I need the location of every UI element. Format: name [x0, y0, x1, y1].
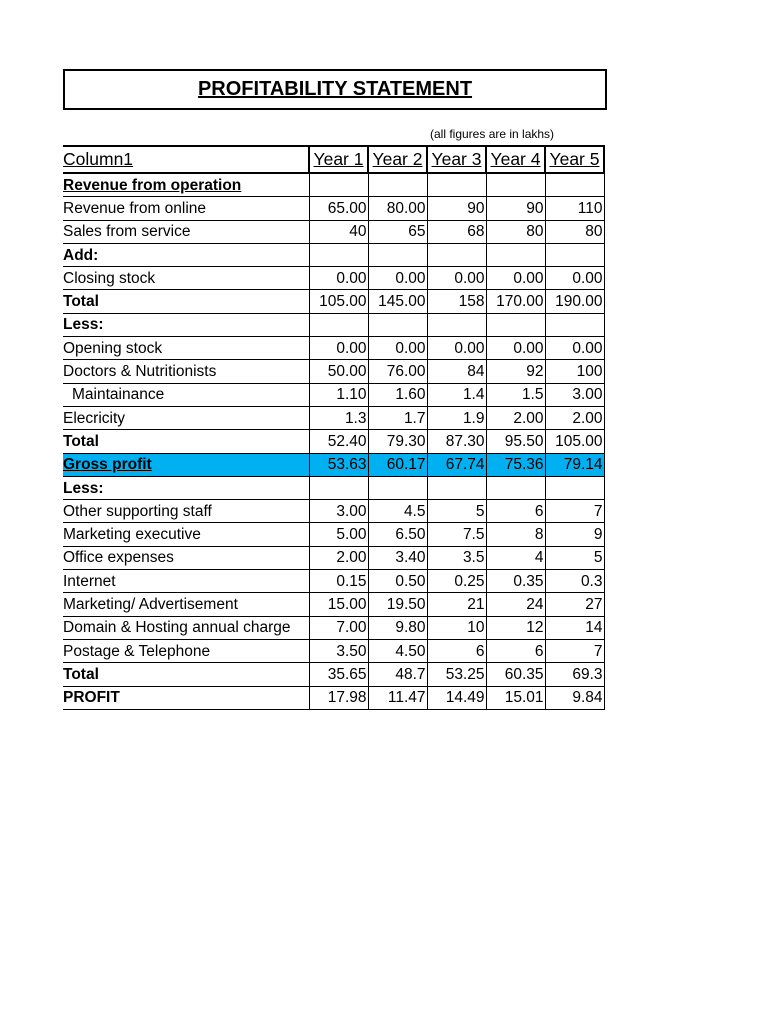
- row-label: Office expenses: [63, 546, 309, 569]
- cell-year-5: [545, 313, 604, 336]
- cell-year-2: [368, 476, 427, 499]
- row-label: Sales from service: [63, 220, 309, 243]
- total-revenue-row: [63, 290, 604, 313]
- cell-year-2: 60.17: [368, 453, 427, 476]
- row-label: Internet: [63, 570, 309, 593]
- row-label: Revenue from operation: [63, 173, 309, 197]
- cell-year-4: 4: [486, 546, 545, 569]
- row-label: Gross profit: [63, 453, 309, 476]
- table-row: [63, 500, 604, 523]
- cell-year-2: 4.5: [368, 500, 427, 523]
- cell-year-4: 0.00: [486, 337, 545, 360]
- cell-year-5: 110: [545, 197, 604, 220]
- cell-year-2: 80.00: [368, 197, 427, 220]
- cell-year-5: 2.00: [545, 406, 604, 429]
- cell-year-2: 9.80: [368, 616, 427, 639]
- row-label: Opening stock: [63, 337, 309, 360]
- cell-year-2: 145.00: [368, 290, 427, 313]
- cell-year-4: 1.5: [486, 383, 545, 406]
- cell-year-3: 67.74: [427, 453, 486, 476]
- cell-year-1: [309, 476, 368, 499]
- cell-year-3: 1.9: [427, 406, 486, 429]
- cell-year-4: 24: [486, 593, 545, 616]
- row-label: Marketing executive: [63, 523, 309, 546]
- cell-year-4: 2.00: [486, 406, 545, 429]
- cell-year-2: 76.00: [368, 360, 427, 383]
- total-direct-expenses-row: [63, 430, 604, 453]
- cell-year-2: 0.50: [368, 570, 427, 593]
- cell-year-3: [427, 476, 486, 499]
- cell-year-5: 5: [545, 546, 604, 569]
- cell-year-3: 53.25: [427, 663, 486, 686]
- row-label: Postage & Telephone: [63, 639, 309, 662]
- cell-year-5: 79.14: [545, 453, 604, 476]
- cell-year-1: 35.65: [309, 663, 368, 686]
- row-label: Add:: [63, 243, 309, 266]
- row-label: Closing stock: [63, 267, 309, 290]
- cell-year-3: 21: [427, 593, 486, 616]
- column-header-label: Column1: [63, 146, 309, 173]
- cell-year-3: 14.49: [427, 686, 486, 709]
- cell-year-1: 17.98: [309, 686, 368, 709]
- row-label: Less:: [63, 313, 309, 336]
- row-label: Revenue from online: [63, 197, 309, 220]
- column-header-year-1: Year 1: [309, 146, 368, 173]
- cell-year-3: 10: [427, 616, 486, 639]
- profitability-table: [63, 145, 605, 710]
- cell-year-4: 92: [486, 360, 545, 383]
- cell-year-1: 0.15: [309, 570, 368, 593]
- row-label: Total: [63, 663, 309, 686]
- cell-year-4: 8: [486, 523, 545, 546]
- table-row: [63, 593, 604, 616]
- units-note: (all figures are in lakhs): [430, 127, 555, 141]
- cell-year-2: 11.47: [368, 686, 427, 709]
- cell-year-2: 19.50: [368, 593, 427, 616]
- table-row: [63, 570, 604, 593]
- page-title: PROFITABILITY STATEMENT: [197, 78, 473, 100]
- cell-year-2: 0.00: [368, 267, 427, 290]
- table-row: [63, 616, 604, 639]
- cell-year-1: 40: [309, 220, 368, 243]
- cell-year-5: 9: [545, 523, 604, 546]
- cell-year-3: 1.4: [427, 383, 486, 406]
- cell-year-3: 158: [427, 290, 486, 313]
- cell-year-5: 0.00: [545, 337, 604, 360]
- cell-year-3: 0.00: [427, 267, 486, 290]
- cell-year-2: 0.00: [368, 337, 427, 360]
- cell-year-5: [545, 476, 604, 499]
- table-row: [63, 546, 604, 569]
- profit-row: [63, 686, 604, 709]
- cell-year-3: 7.5: [427, 523, 486, 546]
- cell-year-4: 80: [486, 220, 545, 243]
- cell-year-3: 0.25: [427, 570, 486, 593]
- cell-year-5: 0.00: [545, 267, 604, 290]
- row-label: Elecricity: [63, 406, 309, 429]
- cell-year-3: [427, 173, 486, 197]
- column-header-year-5: Year 5: [545, 146, 604, 173]
- cell-year-3: [427, 313, 486, 336]
- table-row: [63, 267, 604, 290]
- cell-year-3: 84: [427, 360, 486, 383]
- cell-year-5: 105.00: [545, 430, 604, 453]
- section-revenue-from-operation: [63, 173, 604, 197]
- cell-year-1: 2.00: [309, 546, 368, 569]
- cell-year-2: [368, 243, 427, 266]
- cell-year-4: 75.36: [486, 453, 545, 476]
- section-less: [63, 313, 604, 336]
- cell-year-5: [545, 243, 604, 266]
- cell-year-5: 100: [545, 360, 604, 383]
- cell-year-1: [309, 313, 368, 336]
- table-row: [63, 337, 604, 360]
- cell-year-5: 69.3: [545, 663, 604, 686]
- cell-year-3: 3.5: [427, 546, 486, 569]
- row-label: PROFIT: [63, 686, 309, 709]
- cell-year-1: 7.00: [309, 616, 368, 639]
- cell-year-4: [486, 173, 545, 197]
- cell-year-3: 5: [427, 500, 486, 523]
- column-header-year-3: Year 3: [427, 146, 486, 173]
- table-row: [63, 383, 604, 406]
- cell-year-3: 0.00: [427, 337, 486, 360]
- cell-year-4: [486, 313, 545, 336]
- cell-year-4: 95.50: [486, 430, 545, 453]
- cell-year-4: 0.00: [486, 267, 545, 290]
- cell-year-4: 6: [486, 500, 545, 523]
- cell-year-1: 52.40: [309, 430, 368, 453]
- cell-year-3: [427, 243, 486, 266]
- cell-year-4: 170.00: [486, 290, 545, 313]
- section-less-indirect: [63, 476, 604, 499]
- cell-year-4: [486, 243, 545, 266]
- table-row: [63, 639, 604, 662]
- cell-year-4: 90: [486, 197, 545, 220]
- cell-year-2: 1.7: [368, 406, 427, 429]
- cell-year-1: 5.00: [309, 523, 368, 546]
- cell-year-4: 0.35: [486, 570, 545, 593]
- cell-year-2: [368, 313, 427, 336]
- table-row: [63, 197, 604, 220]
- cell-year-5: [545, 173, 604, 197]
- title-box: [63, 69, 607, 110]
- cell-year-2: 1.60: [368, 383, 427, 406]
- cell-year-1: 0.00: [309, 337, 368, 360]
- row-label: Domain & Hosting annual charge: [63, 616, 309, 639]
- cell-year-1: 15.00: [309, 593, 368, 616]
- cell-year-3: 68: [427, 220, 486, 243]
- cell-year-4: 6: [486, 639, 545, 662]
- cell-year-1: 0.00: [309, 267, 368, 290]
- table-row: [63, 406, 604, 429]
- cell-year-5: 3.00: [545, 383, 604, 406]
- cell-year-4: 15.01: [486, 686, 545, 709]
- table-row: [63, 523, 604, 546]
- cell-year-1: 1.10: [309, 383, 368, 406]
- column-header-year-2: Year 2: [368, 146, 427, 173]
- cell-year-5: 190.00: [545, 290, 604, 313]
- cell-year-3: 6: [427, 639, 486, 662]
- row-label: Less:: [63, 476, 309, 499]
- cell-year-2: [368, 173, 427, 197]
- cell-year-3: 87.30: [427, 430, 486, 453]
- cell-year-5: 7: [545, 500, 604, 523]
- gross-profit-row: [63, 453, 604, 476]
- cell-year-5: 27: [545, 593, 604, 616]
- cell-year-2: 65: [368, 220, 427, 243]
- row-label: Total: [63, 430, 309, 453]
- cell-year-4: 60.35: [486, 663, 545, 686]
- cell-year-2: 6.50: [368, 523, 427, 546]
- cell-year-4: 12: [486, 616, 545, 639]
- cell-year-1: 3.00: [309, 500, 368, 523]
- cell-year-1: 50.00: [309, 360, 368, 383]
- table-row: [63, 220, 604, 243]
- cell-year-2: 79.30: [368, 430, 427, 453]
- cell-year-3: 90: [427, 197, 486, 220]
- row-label: Maintainance: [63, 383, 309, 406]
- cell-year-1: 53.63: [309, 453, 368, 476]
- cell-year-5: 7: [545, 639, 604, 662]
- cell-year-1: 3.50: [309, 639, 368, 662]
- cell-year-5: 9.84: [545, 686, 604, 709]
- row-label: Marketing/ Advertisement: [63, 593, 309, 616]
- table-row: [63, 360, 604, 383]
- cell-year-2: 48.7: [368, 663, 427, 686]
- cell-year-5: 0.3: [545, 570, 604, 593]
- cell-year-4: [486, 476, 545, 499]
- row-label: Doctors & Nutritionists: [63, 360, 309, 383]
- cell-year-2: 4.50: [368, 639, 427, 662]
- row-label: Total: [63, 290, 309, 313]
- cell-year-5: 14: [545, 616, 604, 639]
- cell-year-2: 3.40: [368, 546, 427, 569]
- cell-year-1: [309, 173, 368, 197]
- cell-year-1: [309, 243, 368, 266]
- cell-year-1: 105.00: [309, 290, 368, 313]
- row-label: Other supporting staff: [63, 500, 309, 523]
- total-indirect-expenses-row: [63, 663, 604, 686]
- header-row: [63, 146, 604, 173]
- cell-year-1: 1.3: [309, 406, 368, 429]
- section-add: [63, 243, 604, 266]
- cell-year-5: 80: [545, 220, 604, 243]
- cell-year-1: 65.00: [309, 197, 368, 220]
- column-header-year-4: Year 4: [486, 146, 545, 173]
